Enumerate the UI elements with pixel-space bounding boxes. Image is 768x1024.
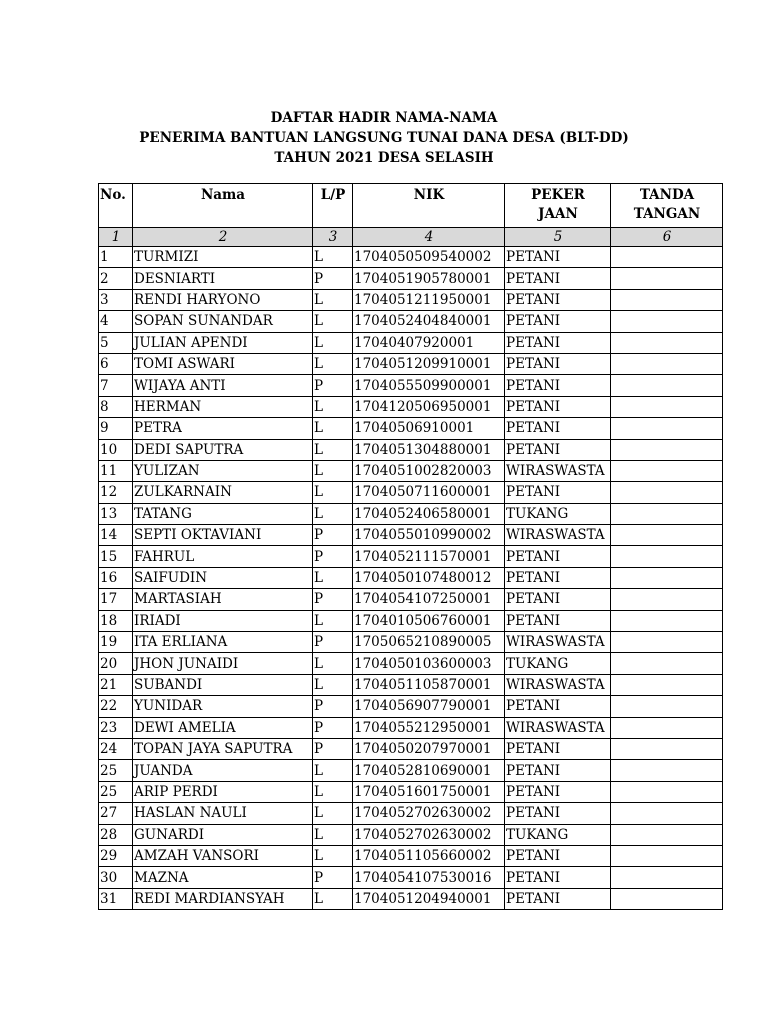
cell-signature [611,888,723,909]
cell-nama: DEWI AMELIA [133,717,313,738]
cell-nama: MARTASIAH [133,589,313,610]
cell-pekerjaan: WIRASWASTA [505,717,611,738]
table-row [99,845,723,866]
table-row [99,546,723,567]
cell-pekerjaan: PETANI [505,247,611,268]
cell-nik: 1704051204940001 [353,888,505,909]
table-row [99,268,723,289]
cell-pekerjaan: PETANI [505,738,611,759]
cell-lp: L [313,460,353,481]
cell-lp: L [313,482,353,503]
cell-nama: SEPTI OKTAVIANI [133,525,313,546]
cell-pekerjaan: TUKANG [505,503,611,524]
cell-no: 17 [99,589,133,610]
cell-lp: L [313,396,353,417]
cell-lp: P [313,717,353,738]
cell-no: 5 [99,332,133,353]
table-row [99,311,723,332]
cell-lp: P [313,525,353,546]
cell-no: 20 [99,653,133,674]
cell-nama: WIJAYA ANTI [133,375,313,396]
cell-signature [611,696,723,717]
cell-nik: 1704055509900001 [353,375,505,396]
cell-no: 19 [99,632,133,653]
column-number: 6 [611,228,723,247]
cell-nama: ZULKARNAIN [133,482,313,503]
header-pekerjaan [505,184,611,228]
cell-no: 1 [99,247,133,268]
cell-lp: L [313,845,353,866]
cell-lp: P [313,546,353,567]
cell-pekerjaan: PETANI [505,845,611,866]
cell-lp: L [313,439,353,460]
cell-nik: 17040506910001 [353,418,505,439]
cell-lp: L [313,824,353,845]
cell-no: 13 [99,503,133,524]
cell-signature [611,824,723,845]
column-number: 4 [353,228,505,247]
cell-nik: 1704051304880001 [353,439,505,460]
column-number: 2 [133,228,313,247]
cell-nik: 1704054107530016 [353,867,505,888]
table-row [99,353,723,374]
cell-lp: P [313,867,353,888]
cell-no: 14 [99,525,133,546]
table-row [99,824,723,845]
cell-nama: IRIADI [133,610,313,631]
cell-no: 9 [99,418,133,439]
cell-pekerjaan: WIRASWASTA [505,460,611,481]
cell-pekerjaan: PETANI [505,867,611,888]
header-row [99,184,723,228]
cell-pekerjaan: WIRASWASTA [505,632,611,653]
header-nama: Nama [133,184,313,228]
table-row [99,525,723,546]
table-row [99,503,723,524]
table-row [99,717,723,738]
cell-lp: L [313,781,353,802]
cell-nik: 17040407920001 [353,332,505,353]
cell-nik: 1704052702630002 [353,824,505,845]
cell-pekerjaan: WIRASWASTA [505,525,611,546]
cell-pekerjaan: PETANI [505,760,611,781]
cell-signature [611,375,723,396]
cell-nik: 1704051105870001 [353,674,505,695]
table-row [99,803,723,824]
cell-nik: 1704051209910001 [353,353,505,374]
cell-no: 2 [99,268,133,289]
cell-nama: FAHRUL [133,546,313,567]
cell-pekerjaan: PETANI [505,332,611,353]
table-body [99,247,723,910]
cell-pekerjaan: PETANI [505,888,611,909]
cell-signature [611,610,723,631]
cell-no: 24 [99,738,133,759]
table-row [99,888,723,909]
cell-signature [611,482,723,503]
cell-nama: TURMIZI [133,247,313,268]
cell-no: 25 [99,760,133,781]
cell-nik: 1704052406580001 [353,503,505,524]
cell-nama: DEDI SAPUTRA [133,439,313,460]
cell-pekerjaan: PETANI [505,803,611,824]
cell-signature [611,396,723,417]
table-row [99,439,723,460]
cell-nik: 1704052404840001 [353,311,505,332]
cell-no: 28 [99,824,133,845]
cell-nik: 1704051601750001 [353,781,505,802]
cell-nama: AMZAH VANSORI [133,845,313,866]
cell-nik: 1704051211950001 [353,289,505,310]
cell-lp: L [313,803,353,824]
cell-nama: YULIZAN [133,460,313,481]
cell-lp: L [313,610,353,631]
column-number: 3 [313,228,353,247]
cell-signature [611,803,723,824]
cell-signature [611,503,723,524]
cell-no: 3 [99,289,133,310]
table-row [99,567,723,588]
header-tanda-tangan [611,184,723,228]
cell-lp: L [313,653,353,674]
cell-no: 15 [99,546,133,567]
cell-pekerjaan: PETANI [505,439,611,460]
cell-no: 18 [99,610,133,631]
header-tanda-line-1: TANDA [639,187,695,203]
cell-signature [611,268,723,289]
table-row [99,289,723,310]
cell-lp: L [313,247,353,268]
header-pekerjaan-line-1: PEKER [531,187,585,203]
table-row [99,760,723,781]
cell-signature [611,738,723,759]
cell-nik: 1704050711600001 [353,482,505,503]
cell-signature [611,589,723,610]
cell-lp: P [313,375,353,396]
cell-no: 29 [99,845,133,866]
cell-nama: TOPAN JAYA SAPUTRA [133,738,313,759]
header-lp: L/P [313,184,353,228]
cell-nik: 1704050207970001 [353,738,505,759]
cell-signature [611,760,723,781]
cell-nama: YUNIDAR [133,696,313,717]
cell-no: 6 [99,353,133,374]
cell-pekerjaan: TUKANG [505,653,611,674]
cell-nik: 1705065210890005 [353,632,505,653]
title-line-2: PENERIMA BANTUAN LANGSUNG TUNAI DANA DESA (BLT-DD) [139,130,629,146]
cell-nama: PETRA [133,418,313,439]
cell-signature [611,439,723,460]
cell-signature [611,460,723,481]
table-row [99,247,723,268]
cell-no: 31 [99,888,133,909]
cell-lp: L [313,332,353,353]
cell-nik: 1704120506950001 [353,396,505,417]
cell-nama: TOMI ASWARI [133,353,313,374]
cell-nama: SAIFUDIN [133,567,313,588]
cell-lp: L [313,888,353,909]
header-no: No. [99,184,133,228]
cell-pekerjaan: PETANI [505,589,611,610]
cell-nama: HASLAN NAULI [133,803,313,824]
cell-pekerjaan: PETANI [505,418,611,439]
cell-nama: DESNIARTI [133,268,313,289]
table-row [99,632,723,653]
column-number-row [99,228,723,247]
cell-lp: L [313,311,353,332]
cell-lp: L [313,289,353,310]
cell-signature [611,546,723,567]
cell-nama: JUANDA [133,760,313,781]
cell-signature [611,845,723,866]
cell-signature [611,567,723,588]
cell-no: 10 [99,439,133,460]
cell-nama: ITA ERLIANA [133,632,313,653]
cell-lp: P [313,632,353,653]
cell-lp: L [313,353,353,374]
cell-signature [611,632,723,653]
table-row [99,696,723,717]
cell-lp: L [313,674,353,695]
cell-nik: 1704052111570001 [353,546,505,567]
cell-signature [611,674,723,695]
cell-lp: L [313,418,353,439]
cell-signature [611,332,723,353]
cell-nik: 1704051905780001 [353,268,505,289]
cell-nama: REDI MARDIANSYAH [133,888,313,909]
title-line-3: TAHUN 2021 DESA SELASIH [274,150,494,166]
cell-nik: 1704055212950001 [353,717,505,738]
cell-nik: 1704050103600003 [353,653,505,674]
cell-pekerjaan: PETANI [505,268,611,289]
cell-signature [611,717,723,738]
cell-nik: 1704056907790001 [353,696,505,717]
cell-lp: P [313,696,353,717]
cell-pekerjaan: PETANI [505,396,611,417]
column-number: 1 [99,228,133,247]
table-row [99,674,723,695]
table-row [99,589,723,610]
header-tanda-line-2: TANGAN [633,206,701,222]
cell-pekerjaan: TUKANG [505,824,611,845]
column-number: 5 [505,228,611,247]
title-line-1: DAFTAR HADIR NAMA-NAMA [270,110,498,126]
cell-no: 23 [99,717,133,738]
cell-nik: 1704055010990002 [353,525,505,546]
cell-signature [611,867,723,888]
cell-pekerjaan: PETANI [505,610,611,631]
cell-nama: SOPAN SUNANDAR [133,311,313,332]
cell-no: 16 [99,567,133,588]
cell-nik: 1704054107250001 [353,589,505,610]
cell-pekerjaan: PETANI [505,375,611,396]
cell-nama: ARIP PERDI [133,781,313,802]
cell-lp: L [313,567,353,588]
cell-signature [611,353,723,374]
cell-signature [611,247,723,268]
cell-no: 12 [99,482,133,503]
cell-pekerjaan: PETANI [505,546,611,567]
cell-pekerjaan: PETANI [505,696,611,717]
cell-nik: 1704052702630002 [353,803,505,824]
table-row [99,482,723,503]
cell-lp: P [313,268,353,289]
cell-nama: MAZNA [133,867,313,888]
cell-signature [611,781,723,802]
cell-signature [611,311,723,332]
cell-no: 30 [99,867,133,888]
cell-no: 8 [99,396,133,417]
cell-lp: L [313,760,353,781]
cell-nama: JHON JUNAIDI [133,653,313,674]
cell-signature [611,653,723,674]
cell-lp: P [313,589,353,610]
cell-nama: SUBANDI [133,674,313,695]
cell-signature [611,289,723,310]
cell-nama: HERMAN [133,396,313,417]
cell-pekerjaan: PETANI [505,781,611,802]
cell-no: 21 [99,674,133,695]
cell-lp: P [313,738,353,759]
table-row [99,781,723,802]
table-row [99,867,723,888]
cell-pekerjaan: PETANI [505,353,611,374]
cell-pekerjaan: PETANI [505,482,611,503]
cell-no: 27 [99,803,133,824]
table-row [99,375,723,396]
cell-nik: 1704052810690001 [353,760,505,781]
cell-no: 7 [99,375,133,396]
cell-pekerjaan: PETANI [505,289,611,310]
cell-no: 4 [99,311,133,332]
cell-nama: RENDI HARYONO [133,289,313,310]
table-row [99,653,723,674]
cell-no: 22 [99,696,133,717]
document-title [0,108,768,168]
cell-signature [611,525,723,546]
header-nik: NIK [353,184,505,228]
table-row [99,738,723,759]
cell-pekerjaan: WIRASWASTA [505,674,611,695]
table-row [99,610,723,631]
attendance-table [98,183,723,910]
cell-nik: 1704050107480012 [353,567,505,588]
cell-nik: 1704051105660002 [353,845,505,866]
table-row [99,332,723,353]
cell-pekerjaan: PETANI [505,567,611,588]
header-pekerjaan-line-2: JAAN [538,206,578,222]
cell-nama: GUNARDI [133,824,313,845]
cell-nik: 1704050509540002 [353,247,505,268]
cell-signature [611,418,723,439]
cell-pekerjaan: PETANI [505,311,611,332]
table-row [99,396,723,417]
cell-nik: 1704010506760001 [353,610,505,631]
table-row [99,460,723,481]
cell-no: 11 [99,460,133,481]
table-row [99,418,723,439]
cell-nik: 1704051002820003 [353,460,505,481]
cell-nama: TATANG [133,503,313,524]
cell-no: 25 [99,781,133,802]
cell-nama: JULIAN APENDI [133,332,313,353]
cell-lp: L [313,503,353,524]
